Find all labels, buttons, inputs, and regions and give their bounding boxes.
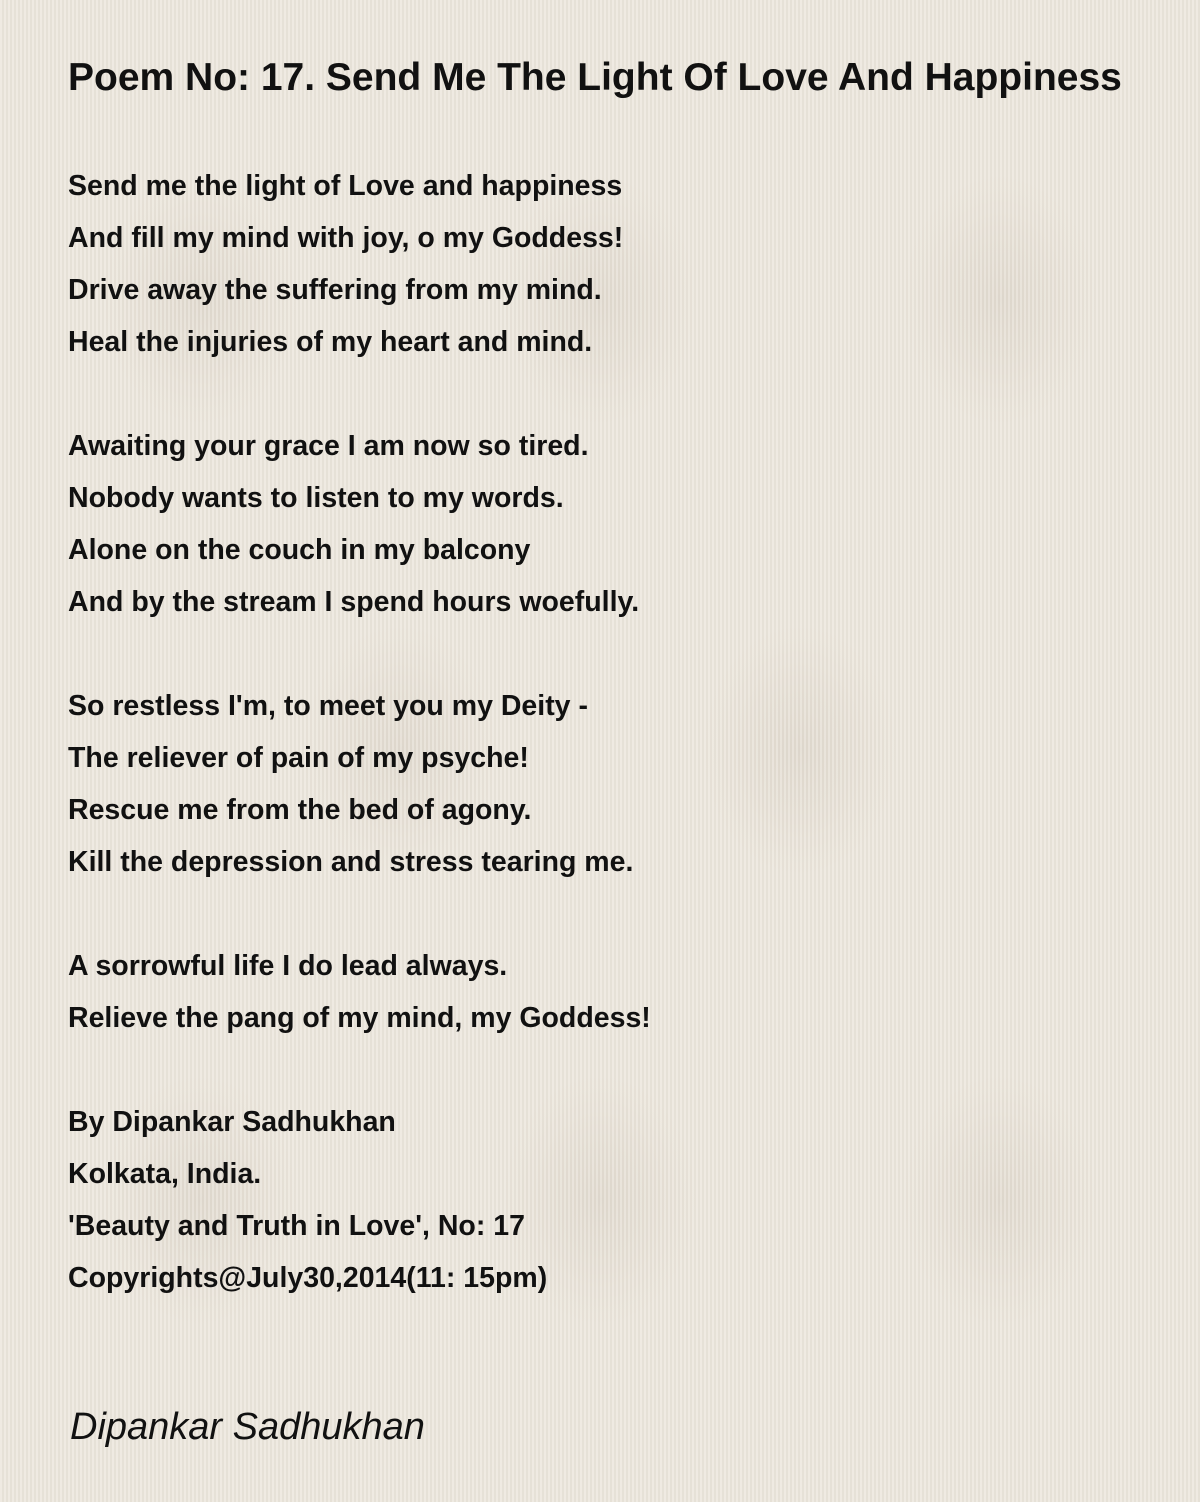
stanza-3	[68, 680, 1148, 888]
poem-line: Drive away the suffering from my mind.	[68, 274, 602, 306]
poem-line: A sorrowful life I do lead always.	[68, 950, 508, 982]
copyright-notice: Copyrights@July30,2014(11: 15pm)	[68, 1262, 548, 1294]
author-credits	[68, 1096, 1148, 1304]
stanza-4	[68, 940, 1148, 1044]
poem-line: Nobody wants to listen to my words.	[68, 482, 564, 514]
author-byline: By Dipankar Sadhukhan	[68, 1106, 396, 1138]
poem-line: So restless I'm, to meet you my Deity -	[68, 690, 588, 722]
poem-container	[68, 52, 1148, 1304]
poem-line: And by the stream I spend hours woefully.	[68, 586, 640, 618]
poem-line: The reliever of pain of my psyche!	[68, 742, 529, 774]
poem-title: Poem No: 17. Send Me The Light Of Love And Happiness	[68, 56, 1122, 99]
author-location: Kolkata, India.	[68, 1158, 262, 1190]
poem-line: Alone on the couch in my balcony	[68, 534, 531, 566]
author-signature: Dipankar Sadhukhan	[70, 1406, 425, 1448]
poem-line: Rescue me from the bed of agony.	[68, 794, 532, 826]
stanza-1	[68, 160, 1148, 368]
collection-reference: 'Beauty and Truth in Love', No: 17	[68, 1210, 525, 1242]
poem-line: Send me the light of Love and happiness	[68, 170, 623, 202]
poem-line: Kill the depression and stress tearing me.	[68, 846, 634, 878]
stanza-2	[68, 420, 1148, 628]
poem-body	[68, 160, 1148, 1304]
poem-line: Heal the injuries of my heart and mind.	[68, 326, 593, 358]
poem-line: Awaiting your grace I am now so tired.	[68, 430, 589, 462]
poem-line: Relieve the pang of my mind, my Goddess!	[68, 1002, 651, 1034]
poem-line: And fill my mind with joy, o my Goddess!	[68, 222, 624, 254]
